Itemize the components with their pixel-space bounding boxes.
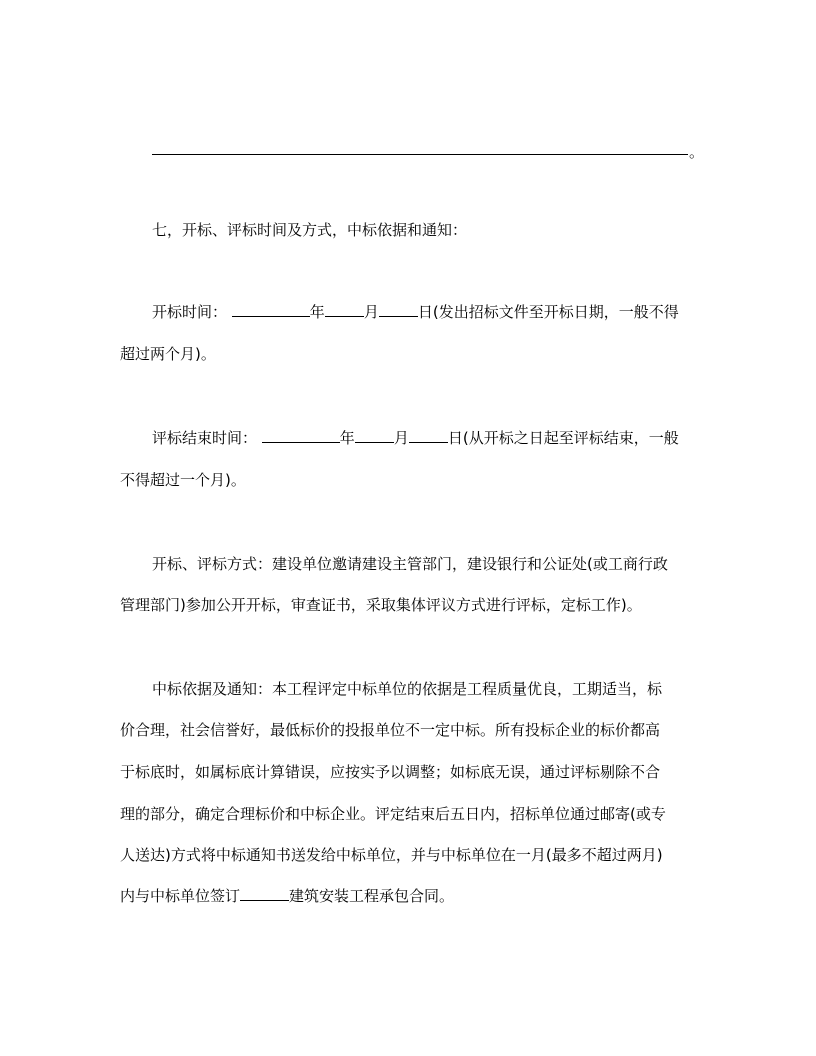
opening-day-label: 日 bbox=[417, 303, 433, 321]
basis-line-4 bbox=[120, 802, 700, 826]
basis-text-6-start: 内与中标单位签订 bbox=[120, 887, 241, 905]
opening-time-note-end: 超过两个月)。 bbox=[120, 345, 216, 363]
basis-line-2 bbox=[120, 718, 700, 742]
opening-year-blank bbox=[232, 300, 310, 317]
opening-time-note-continued bbox=[120, 342, 700, 366]
basis-text-4: 理的部分，确定合理标价和中标企业。评定结束后五日内，招标单位通过邮寄(或专 bbox=[120, 805, 666, 823]
evaluation-month-label: 月 bbox=[393, 429, 409, 447]
method-line-1 bbox=[152, 552, 732, 576]
basis-text-2: 价合理，社会信誉好，最低标价的投报单位不一定中标。所有投标企业的标价都高 bbox=[120, 721, 661, 739]
evaluation-year-blank bbox=[262, 426, 340, 443]
basis-text-6-end: 建筑安装工程承包合同。 bbox=[289, 887, 455, 905]
basis-line-3 bbox=[120, 760, 700, 784]
opening-day-blank bbox=[379, 300, 418, 317]
basis-line-6 bbox=[120, 884, 700, 908]
basis-line-1 bbox=[152, 677, 732, 701]
basis-line-5 bbox=[120, 843, 700, 867]
evaluation-end-line bbox=[152, 426, 732, 450]
basis-text-5: 人送达)方式将中标通知书送发给中标单位，并与中标单位在一月(最多不超过两月) bbox=[120, 846, 663, 864]
evaluation-end-note-end: 不得超过一个月)。 bbox=[120, 471, 246, 489]
basis-text-3: 于标底时，如属标底计算错误，应按实予以调整；如标底无误，通过评标剔除不合 bbox=[120, 763, 661, 781]
section-7-heading bbox=[152, 218, 732, 242]
method-line-2 bbox=[120, 593, 700, 617]
fill-in-blank-line bbox=[152, 154, 688, 155]
basis-text-1: 中标依据及通知：本工程评定中标单位的依据是工程质量优良，工期适当，标 bbox=[152, 680, 663, 698]
opening-time-line bbox=[152, 300, 732, 324]
end-period: 。 bbox=[689, 143, 705, 161]
section-7-heading-text: 七，开标、评标时间及方式，中标依据和通知： bbox=[152, 221, 468, 239]
opening-month-blank bbox=[325, 300, 364, 317]
evaluation-day-label: 日 bbox=[447, 429, 463, 447]
evaluation-year-label: 年 bbox=[339, 429, 355, 447]
opening-year-label: 年 bbox=[309, 303, 325, 321]
evaluation-month-blank bbox=[355, 426, 394, 443]
evaluation-end-note: (从开标之日起至评标结束，一般 bbox=[462, 429, 679, 447]
evaluation-end-note-continued bbox=[120, 468, 700, 492]
method-text-1: 开标、评标方式：建设单位邀请建设主管部门，建设银行和公证处(或工商行政 bbox=[152, 555, 668, 573]
opening-time-note: (发出招标文件至开标日期，一般不得 bbox=[432, 303, 679, 321]
opening-month-label: 月 bbox=[363, 303, 379, 321]
method-text-2: 管理部门)参加公开开标，审查证书，采取集体评议方式进行评标，定标工作)。 bbox=[120, 596, 642, 614]
contractor-blank bbox=[240, 884, 289, 901]
evaluation-end-label: 评标结束时间： bbox=[152, 429, 258, 447]
opening-time-label: 开标时间： bbox=[152, 303, 228, 321]
evaluation-day-blank bbox=[409, 426, 448, 443]
